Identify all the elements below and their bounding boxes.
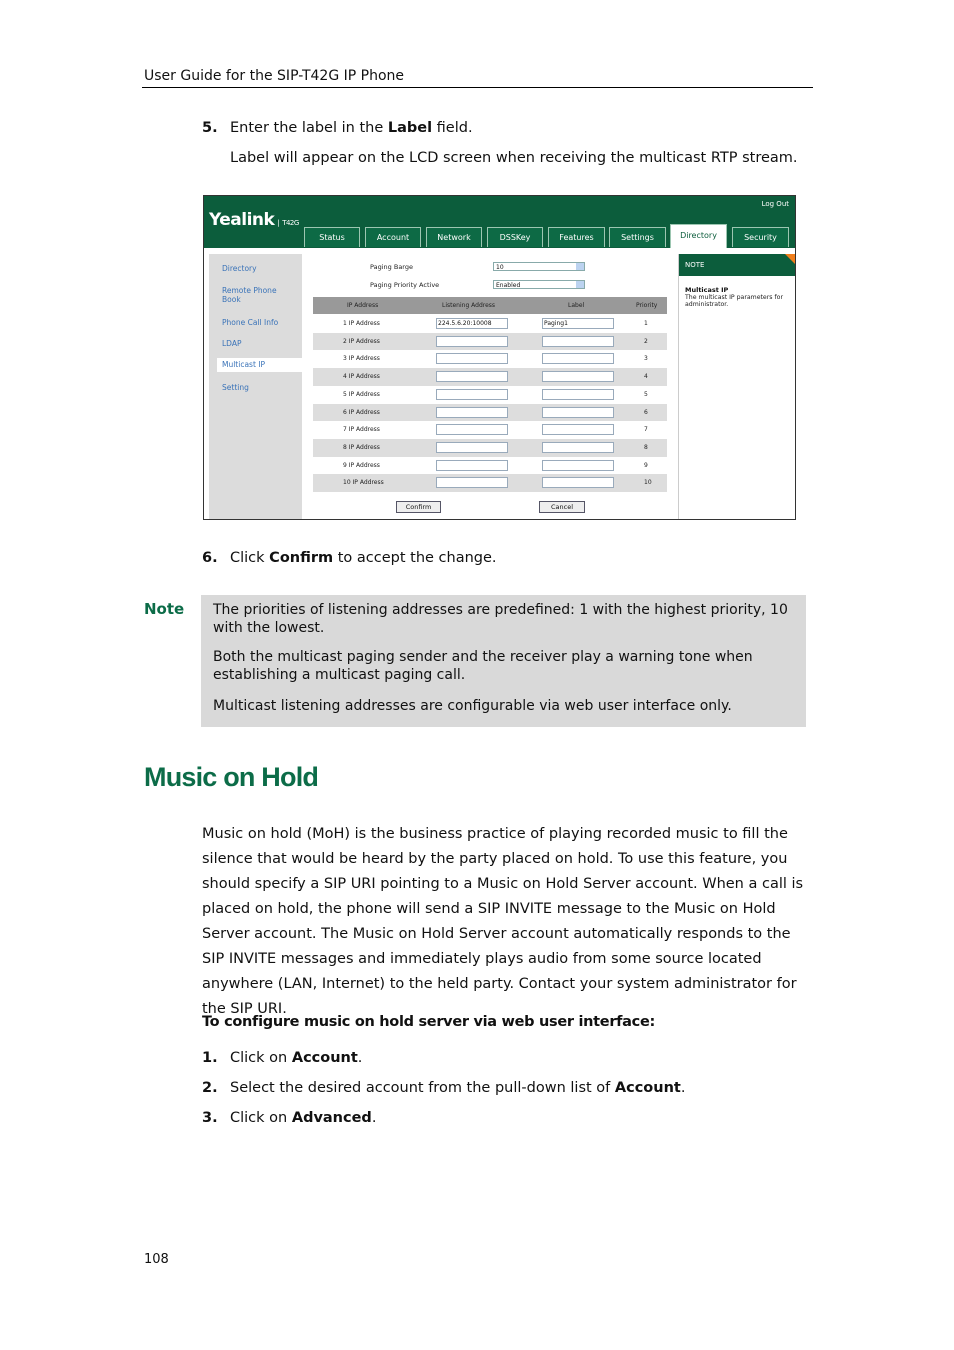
table-row <box>313 368 667 386</box>
row-name: 8 IP Address <box>343 443 380 451</box>
listening-address-input[interactable]: 224.5.6.20:10008 <box>436 318 508 329</box>
step-bold: Advanced <box>291 1110 372 1126</box>
tab-account[interactable]: Account <box>365 227 421 247</box>
table-row <box>313 350 667 368</box>
nav-multicast-ip[interactable]: Multicast IP <box>217 358 307 372</box>
section-title: Music on Hold <box>144 762 319 792</box>
table-row <box>313 404 667 422</box>
label-input[interactable] <box>542 442 614 453</box>
tab-network[interactable]: Network <box>426 227 482 247</box>
note-header: NOTE <box>679 254 796 276</box>
listening-address-input[interactable] <box>436 353 508 364</box>
step-number: 5. <box>202 120 218 136</box>
step-number: 2. <box>202 1080 218 1096</box>
running-header: User Guide for the SIP-T42G IP Phone <box>144 68 405 84</box>
left-nav <box>209 254 302 519</box>
label-input[interactable]: Paging1 <box>542 318 614 329</box>
listening-address-input[interactable] <box>436 389 508 400</box>
step-number: 3. <box>202 1110 218 1126</box>
procedure-title: To configure music on hold server via web user interface: <box>202 1014 655 1030</box>
top-bar <box>204 196 795 248</box>
paging-priority-label: Paging Priority Active <box>370 281 440 289</box>
note-label: Note <box>144 600 185 618</box>
note-panel <box>678 254 796 519</box>
col-ip-address: IP Address <box>347 302 379 309</box>
note-paragraph-3: Multicast listening addresses are configurable via web user interface only. <box>213 698 732 714</box>
table-row <box>313 474 667 492</box>
procedure-step-1 <box>202 1049 802 1067</box>
note-paragraph-1: The priorities of listening addresses are predefined: 1 with the highest priority, 10 with the lowest. <box>213 602 788 636</box>
step-text: Click <box>230 550 270 566</box>
listening-address-input[interactable] <box>436 407 508 418</box>
listening-address-input[interactable] <box>436 424 508 435</box>
note-paragraph-2: Both the multicast paging sender and the receiver play a warning tone when establishing a multicast paging call. <box>213 649 753 683</box>
listening-address-input[interactable] <box>436 371 508 382</box>
row-name: 6 IP Address <box>343 408 380 416</box>
step-bold: Account <box>291 1050 358 1066</box>
label-input[interactable] <box>542 407 614 418</box>
section-paragraph: Music on hold (MoH) is the business practice of playing recorded music to fill the silence that would be heard by the party placed on hold. To use this feature, you should specify a SIP URI pointing to a Music on Hold Server account. When a call is placed on hold, the phone will send a SIP INVITE message to the Music on Hold Server account. The Music on Hold Server account automatically responds to the SIP INVITE messages and immediately plays audio from some source located anywhere (LAN, Internet) to the held party. Contact your system administrator for the SIP URI. <box>202 826 804 1017</box>
table-row <box>313 439 667 457</box>
row-priority: 10 <box>644 479 652 487</box>
step-number: 6. <box>202 550 218 566</box>
nav-remote-phone-book[interactable]: Remote Phone Book <box>222 286 277 304</box>
nav-phone-call-info[interactable]: Phone Call Info <box>222 318 279 327</box>
row-name: 5 IP Address <box>343 390 380 398</box>
step-text-post: field. <box>432 120 473 136</box>
step-text-post: . <box>371 1110 377 1126</box>
row-name: 9 IP Address <box>343 461 380 469</box>
nav-setting[interactable]: Setting <box>222 383 249 392</box>
step-bold: Confirm <box>269 550 334 566</box>
cancel-button[interactable]: Cancel <box>539 501 585 513</box>
col-listening-address: Listening Address <box>442 302 496 309</box>
row-priority: 3 <box>644 355 648 363</box>
procedure-step-2 <box>202 1079 802 1097</box>
table-row <box>313 386 667 404</box>
tab-settings[interactable]: Settings <box>609 227 666 247</box>
tab-security[interactable]: Security <box>732 227 789 247</box>
step-number: 1. <box>202 1050 218 1066</box>
row-name: 2 IP Address <box>343 337 380 345</box>
step-text-post: . <box>680 1080 686 1096</box>
label-input[interactable] <box>542 477 614 488</box>
note-title: Multicast IP <box>685 286 729 294</box>
row-priority: 7 <box>644 426 648 434</box>
table-row <box>313 333 667 351</box>
listening-address-input[interactable] <box>436 442 508 453</box>
row-name: 10 IP Address <box>343 479 384 487</box>
row-name: 7 IP Address <box>343 426 380 434</box>
corner-flag-icon <box>785 254 796 265</box>
page-number: 108 <box>144 1252 169 1267</box>
step-text: Enter the label in the <box>230 120 388 136</box>
procedure-step-3 <box>202 1109 802 1127</box>
step-text: Select the desired account from the pull-down list of <box>230 1080 615 1096</box>
label-input[interactable] <box>542 389 614 400</box>
label-input[interactable] <box>542 424 614 435</box>
tab-status[interactable]: Status <box>304 227 360 247</box>
table-row <box>313 457 667 475</box>
col-priority: Priority <box>636 302 658 309</box>
row-priority: 6 <box>644 408 648 416</box>
step-text-post: . <box>357 1050 363 1066</box>
row-priority: 4 <box>644 373 648 381</box>
step-bold: Label <box>387 120 433 136</box>
yealink-logo: Yealink | T42G <box>209 210 299 230</box>
header-rule <box>142 87 813 88</box>
step-bold: Account <box>614 1080 681 1096</box>
tab-directory[interactable]: Directory <box>670 224 727 248</box>
confirm-button[interactable]: Confirm <box>396 501 441 513</box>
note-text: The multicast IP parameters for administrator. <box>685 294 783 308</box>
table-row <box>313 421 667 439</box>
logout-link[interactable]: Log Out <box>761 200 789 208</box>
table-row <box>313 315 667 333</box>
row-priority: 9 <box>644 461 648 469</box>
label-input[interactable] <box>542 371 614 382</box>
step-text: Click on <box>230 1110 292 1126</box>
label-input[interactable] <box>542 353 614 364</box>
tab-dsskey[interactable]: DSSKey <box>487 227 543 247</box>
step-5-subtext: Label will appear on the LCD screen when receiving the multicast RTP stream. <box>230 150 798 166</box>
listening-address-input[interactable] <box>436 336 508 347</box>
listening-address-input[interactable] <box>436 477 508 488</box>
tab-features[interactable]: Features <box>548 227 605 247</box>
listening-address-input[interactable] <box>436 460 508 471</box>
row-name: 1 IP Address <box>343 320 380 327</box>
web-ui-screenshot <box>203 195 796 520</box>
nav-directory[interactable]: Directory <box>222 264 257 273</box>
paging-priority-select[interactable]: Enabled <box>493 280 585 289</box>
label-input[interactable] <box>542 460 614 471</box>
row-priority: 5 <box>644 390 648 398</box>
row-name: 3 IP Address <box>343 355 380 363</box>
col-label: Label <box>568 302 585 309</box>
table-header <box>313 297 667 314</box>
row-priority: 1 <box>644 320 648 327</box>
nav-ldap[interactable]: LDAP <box>222 339 242 348</box>
label-input[interactable] <box>542 336 614 347</box>
row-name: 4 IP Address <box>343 373 380 381</box>
step-text: Click on <box>230 1050 292 1066</box>
row-priority: 2 <box>644 337 648 345</box>
note-box <box>201 595 806 727</box>
row-priority: 8 <box>644 443 648 451</box>
paging-barge-select[interactable]: 10 <box>493 262 585 271</box>
paging-barge-label: Paging Barge <box>370 263 413 271</box>
step-text-post: to accept the change. <box>333 550 497 566</box>
